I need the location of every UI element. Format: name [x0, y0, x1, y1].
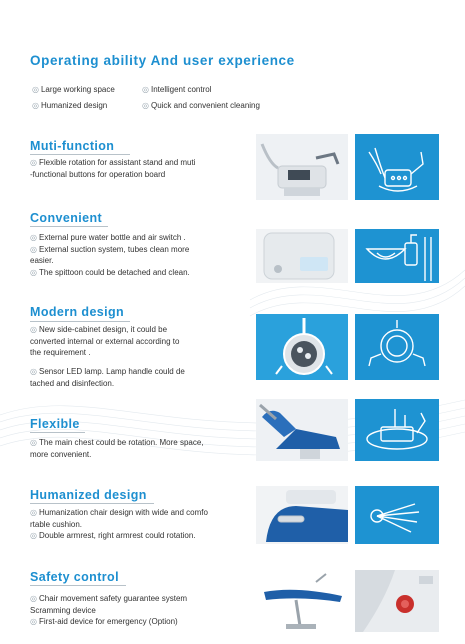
section-description: ◎ External pure water bottle and air switch . ◎ External suction system, tubes clean more easier. ◎ The spittoon could be detached and clean.: [30, 233, 190, 277]
feature-item: ◎ Quick and convenient cleaning: [142, 101, 260, 110]
title-underline: [30, 154, 130, 155]
section-title-modern-design: Modern design: [30, 305, 125, 319]
assistant-stand-icon-panel: [355, 134, 439, 200]
section-title-flexible: Flexible: [30, 417, 80, 431]
chest-rotation-icon-panel: [355, 399, 439, 461]
section-description: ◎ Chair movement safety guarantee system Scramming device ◎ First-aid device for emergency (Option): [30, 594, 188, 626]
chair-chest-photo: [256, 399, 348, 461]
section-description: ◎ New side-cabinet design, it could be converted internal or external according to the requirement .: [30, 325, 180, 357]
feature-item: ◎ Large working space: [32, 85, 115, 94]
section-description: ◎ Flexible rotation for assistant stand and muti -functional buttons for operation board: [30, 158, 196, 179]
dental-chair-photo: [256, 570, 348, 632]
section-description: ◎ Humanization chair design with wide and comfo rtable cushion. ◎ Double armrest, right armrest could rotation.: [30, 508, 208, 540]
section-title-humanized-design: Humanized design: [30, 488, 147, 502]
feature-item: ◎ Humanized design: [32, 101, 108, 110]
chair-cushion-photo: [256, 486, 348, 544]
page-title: Operating ability And user experience: [30, 53, 295, 68]
spittoon-icon-panel: [355, 229, 439, 283]
title-underline: [30, 503, 154, 504]
title-underline: [30, 585, 126, 586]
feature-item: ◎ Intelligent control: [142, 85, 212, 94]
section-title-safety-control: Safety control: [30, 570, 119, 584]
title-underline: [30, 432, 85, 433]
emergency-button-photo: [355, 570, 439, 632]
title-underline: [30, 226, 108, 227]
section-title-convenient: Convenient: [30, 211, 103, 225]
section-title-muti-function: Muti-function: [30, 139, 115, 153]
section-description: ◎ Sensor LED lamp. Lamp handle could de tached and disinfection.: [30, 367, 185, 388]
lamp-icon-panel: [355, 314, 439, 380]
title-underline: [30, 321, 130, 322]
water-bottle-photo: [256, 229, 348, 283]
assistant-stand-photo: [256, 134, 348, 200]
led-lamp-photo-panel: [256, 314, 348, 380]
armrest-icon-panel: [355, 486, 439, 544]
section-description: ◎ The main chest could be rotation. More space, more convenient.: [30, 438, 204, 459]
